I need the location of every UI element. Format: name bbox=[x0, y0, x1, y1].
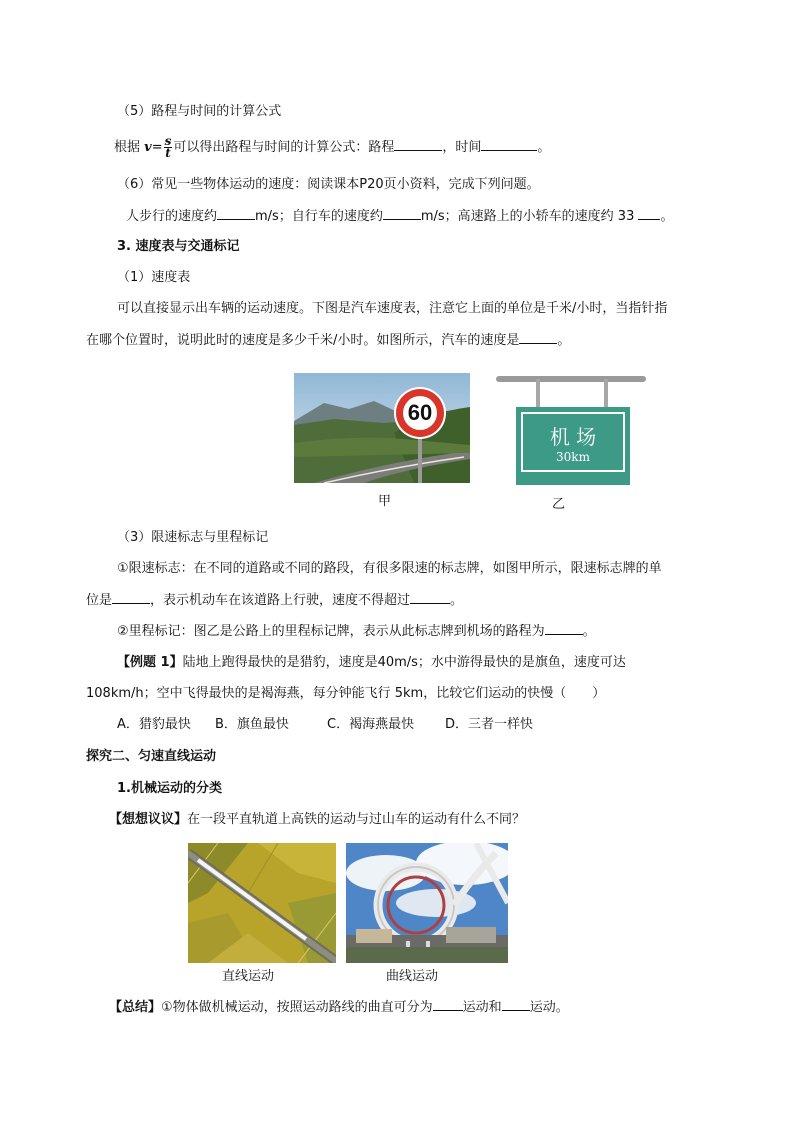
summary-label: 【总结】 bbox=[109, 1000, 162, 1015]
mileage-end: 。 bbox=[582, 624, 596, 639]
blank-mileage[interactable] bbox=[545, 622, 583, 635]
section-3-3-heading: （3）限速标志与里程标记 bbox=[117, 530, 269, 545]
think-text: 在一段平直轨道上高铁的运动与过山车的运动有什么不同？ bbox=[187, 812, 526, 827]
limit-unit-text: 位是 bbox=[86, 593, 113, 608]
blank-walk-speed[interactable] bbox=[217, 207, 255, 220]
airport-name: 机 场 bbox=[549, 425, 597, 449]
limit-para1-cont bbox=[86, 591, 463, 610]
blank-motion-type-1[interactable] bbox=[433, 998, 463, 1011]
summary-line bbox=[109, 998, 569, 1017]
formula-denominator: t bbox=[165, 146, 171, 160]
caption-straight: 直线运动 bbox=[222, 969, 275, 984]
explore-2-sub1: 1.机械运动的分类 bbox=[117, 781, 222, 796]
option-b[interactable]: B．旗鱼最快 bbox=[215, 717, 289, 732]
example-1-line1 bbox=[117, 654, 626, 672]
speed-end: 。 bbox=[660, 209, 674, 224]
train-photo bbox=[188, 843, 336, 963]
think-label: 【想想议议】 bbox=[109, 812, 188, 827]
speed-question-line bbox=[126, 207, 674, 226]
blank-motion-type-2[interactable] bbox=[502, 998, 530, 1011]
blank-distance[interactable] bbox=[394, 138, 442, 151]
formula-period: 。 bbox=[537, 140, 551, 155]
summary-text-c: 运动。 bbox=[529, 1000, 569, 1015]
formula-v: v bbox=[144, 140, 152, 155]
example-1-line2: 108km/h；空中飞得最快的是褐海燕，每分钟能飞行 5km，比较它们运动的快慢（ ） bbox=[86, 686, 606, 701]
walk-label: 人步行的速度约 bbox=[126, 209, 218, 224]
example-1-label: 【例题 1】 bbox=[117, 655, 183, 670]
limit-para1: ①限速标志：在不同的道路或不同的路段，有很多限速的标志牌，如图甲所示，限速标志牌的单 bbox=[117, 561, 662, 576]
section-6-heading: （6）常见一些物体运动的速度：阅读课本P20页小资料，完成下列问题。 bbox=[117, 177, 540, 192]
blank-car-unit[interactable] bbox=[638, 207, 660, 220]
option-a[interactable]: A．猎豹最快 bbox=[117, 717, 191, 732]
blank-time[interactable] bbox=[481, 138, 537, 151]
speed-limit-number: 60 bbox=[407, 400, 433, 425]
speed-limit-illustration bbox=[294, 373, 470, 483]
think-discuss-line bbox=[109, 811, 525, 829]
caption-curved: 曲线运动 bbox=[386, 969, 439, 984]
section-3-sub1: （1）速度表 bbox=[117, 270, 191, 285]
example-1-text1: 陆地上跑得最快的是猎豹，速度是40m/s；水中游得最快的是旗鱼，速度可达 bbox=[182, 655, 626, 670]
section-5-heading: （5）路程与时间的计算公式 bbox=[117, 104, 282, 119]
formula-line bbox=[114, 135, 550, 161]
airport-sign-figure bbox=[494, 373, 648, 485]
formula-numerator: s bbox=[164, 134, 172, 148]
caption-jia: 甲 bbox=[378, 494, 392, 509]
section-3-para2 bbox=[86, 331, 570, 350]
formula-eq: = bbox=[151, 140, 163, 155]
explore-2-title: 探究二、匀速直线运动 bbox=[86, 749, 217, 764]
para2-end: 。 bbox=[557, 333, 571, 348]
summary-text-b: 运动和 bbox=[462, 1000, 502, 1015]
formula-comma-time: ，时间 bbox=[442, 140, 482, 155]
formula-prefix: 根据 bbox=[114, 140, 141, 155]
option-c[interactable]: C．褐海燕最快 bbox=[327, 717, 415, 732]
train-illustration bbox=[188, 843, 336, 963]
limit-end: 。 bbox=[450, 593, 464, 608]
formula-fraction bbox=[164, 136, 173, 159]
summary-text-a: ①物体做机械运动，按照运动路线的曲直可分为 bbox=[161, 1000, 433, 1015]
para2-text: 在哪个位置时，说明此时的速度是多少千米/小时。如图所示，汽车的速度是 bbox=[86, 333, 520, 348]
option-d[interactable]: D．三者一样快 bbox=[445, 717, 534, 732]
airport-distance: 30km bbox=[556, 450, 590, 464]
caption-yi: 乙 bbox=[552, 497, 566, 512]
blank-car-speed[interactable] bbox=[519, 331, 557, 344]
unit-car: m/s；高速路上的小轿车的速度约 33 bbox=[420, 209, 635, 224]
roller-coaster-photo bbox=[346, 843, 508, 963]
unit-bike: m/s；自行车的速度约 bbox=[255, 209, 383, 224]
section-3-para1: 可以直接显示出车辆的运动速度。下图是汽车速度表，注意它上面的单位是千米/小时，当指针指 bbox=[117, 301, 668, 316]
mileage-para bbox=[117, 622, 596, 641]
blank-limit-unit[interactable] bbox=[112, 591, 150, 604]
roller-coaster-illustration bbox=[346, 843, 508, 963]
blank-limit-max[interactable] bbox=[410, 591, 450, 604]
formula-suffix: 可以得出路程与时间的计算公式：路程 bbox=[173, 140, 395, 155]
mileage-text: ②里程标记：图乙是公路上的里程标记牌，表示从此标志牌到机场的路程为 bbox=[117, 624, 545, 639]
section-3-title: 3. 速度表与交通标记 bbox=[117, 239, 240, 254]
speed-limit-photo bbox=[294, 373, 470, 483]
blank-bike-speed[interactable] bbox=[383, 207, 421, 220]
limit-max-text: ，表示机动车在该道路上行驶，速度不得超过 bbox=[150, 593, 411, 608]
